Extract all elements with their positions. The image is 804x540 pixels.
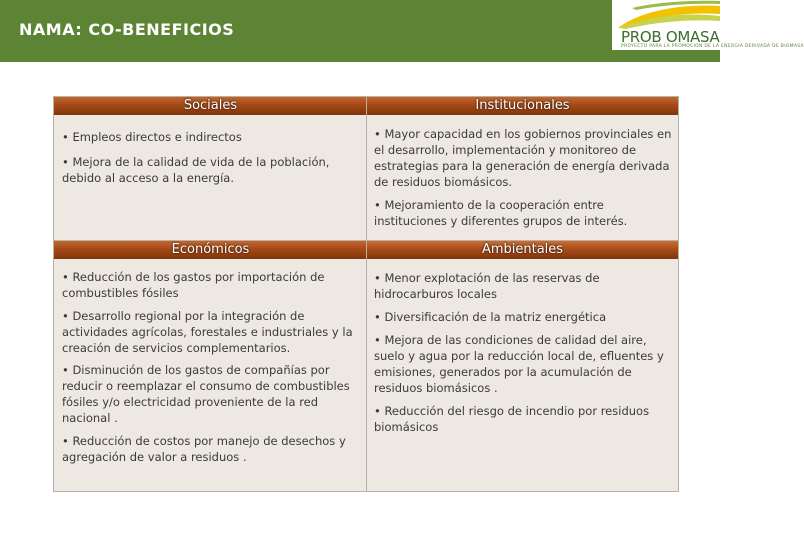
- slide-title: NAMA: CO-BENEFICIOS: [19, 20, 235, 39]
- list-item: • Empleos directos e indirectos: [62, 130, 242, 144]
- list-item: • Reducción de costos por manejo de desechos y agregación de valor a residuos .: [62, 434, 346, 464]
- quadrant-sociales: [53, 96, 368, 243]
- quadrant-institucionales: [366, 96, 679, 243]
- list-item: • Mejora de las condiciones de calidad del aire, suelo y agua por la reducción local de, efluentes y emisiones, generados por la acumulación de residuos biomásicos .: [374, 333, 664, 395]
- quadrant-header-institucionales: [367, 97, 678, 115]
- quadrant-header-ambientales: [367, 241, 678, 259]
- quadrant-title-ambientales: Ambientales: [481, 242, 564, 257]
- logo-name: PROB OMASA: [621, 28, 720, 46]
- logo-swoosh-icon: [612, 0, 720, 30]
- list-item: • Reducción de los gastos por importación de combustibles fósiles: [62, 270, 325, 300]
- quadrant-header-sociales: [54, 97, 367, 115]
- list-item: • Desarrollo regional por la integración de actividades agrícolas, forestales e industriales y la creación de servicios complementarios.: [62, 309, 353, 355]
- list-item: • Reducción del riesgo de incendio por residuos biomásicos: [374, 404, 650, 434]
- list-item: • Disminución de los gastos de compañías por reducir o reemplazar el consumo de combustibles fósiles y/o electricidad proveniente de la red nacional .: [62, 363, 350, 425]
- header-bar: [0, 0, 804, 62]
- list-item: • Mejoramiento de la cooperación entre instituciones y diferentes grupos de interés.: [374, 198, 628, 228]
- list-item: • Diversificación de la matriz energética: [374, 310, 607, 324]
- probiomasa-logo: [612, 0, 804, 50]
- list-item: • Mejora de la calidad de vida de la población, debido al acceso a la energía.: [62, 155, 330, 185]
- quadrant-economicos: [53, 240, 368, 492]
- list-item: • Menor explotación de las reservas de hidrocarburos locales: [374, 271, 600, 301]
- quadrant-ambientales: [366, 240, 679, 492]
- quadrant-title-institucionales: Institucionales: [475, 98, 570, 113]
- quadrant-title-sociales: Sociales: [183, 98, 238, 113]
- list-item: • Mayor capacidad en los gobiernos provinciales en el desarrollo, implementación y monitoreo de estrategias para la generación de energía derivada de residuos biomásicos.: [374, 127, 672, 189]
- quadrant-header-economicos: [54, 241, 367, 259]
- quadrant-title-economicos: Económicos: [171, 242, 250, 257]
- logo-tagline: PROYECTO PARA LA PROMOCION DE LA ENERGIA DERIVADA DE BIOMASA: [621, 44, 804, 49]
